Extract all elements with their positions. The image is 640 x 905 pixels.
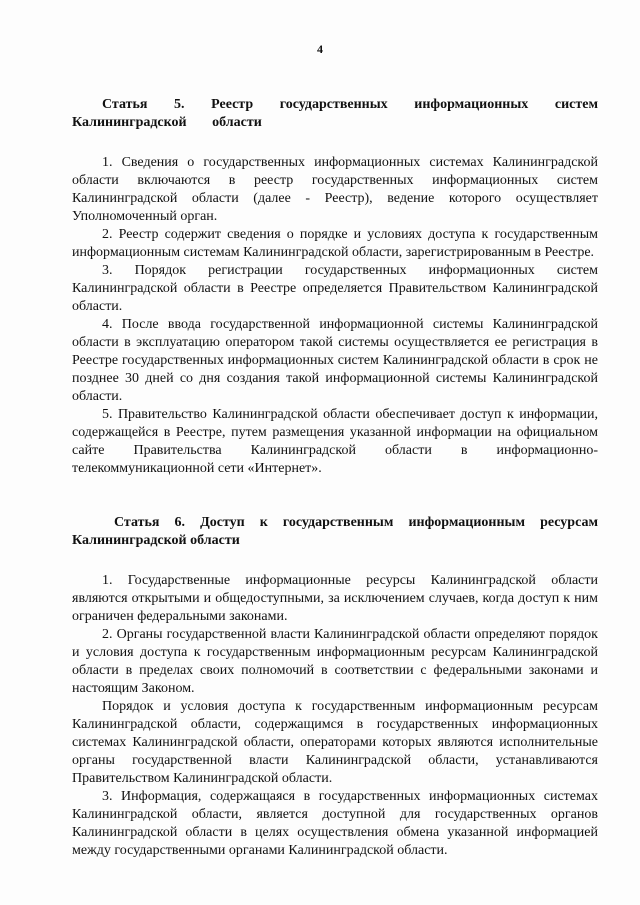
article-6-heading: Статья 6. Доступ к государственным информационным ресурсам Калининградской области bbox=[72, 515, 598, 548]
document-body bbox=[72, 96, 598, 860]
article-5-paragraph-2: 2. Реестр содержит сведения о порядке и условиях доступа к государственным информационным системам Калининградской области, зарегистрированным в Реестре. bbox=[72, 227, 598, 260]
article-5-paragraph-1: 1. Сведения о государственных информационных системах Калининградской области включаются в реестр государственных информационных систем Калининградской области (далее - Реестр), ведение которого осуществляет Уполномоченный орган. bbox=[72, 155, 598, 224]
article-5-paragraph-4: 4. После ввода государственной информационной системы Калининградской области в эксплуатацию оператором такой системы осуществляется ее регистрация в Реестре государственных информационных систем Калининградской области в срок не позднее 30 дней со дня создания такой информационной системы Калининградской области. bbox=[72, 317, 598, 404]
spacer bbox=[72, 132, 598, 154]
article-6-paragraph-1: 1. Государственные информационные ресурсы Калининградской области являются открытыми и общедоступными, за исключением случаев, когда доступ к ним ограничен федеральными законами. bbox=[72, 573, 598, 624]
article-6-paragraph-2: 2. Органы государственной власти Калининградской области определяют порядок и условия доступа к государственным информационным ресурсам Калининградской области в пределах своих полномочий в соответствии с федеральными законами и настоящим Законом. bbox=[72, 627, 598, 696]
article-5-paragraph-5: 5. Правительство Калининградской области обеспечивает доступ к информации, содержащейся в Реестре, путем размещения указанной информации на официальном сайте Правительства Калининградской области в информационно-телекоммуникационной сети «Интернет». bbox=[72, 407, 598, 476]
article-6-paragraph-2-continued: Порядок и условия доступа к государственным информационным ресурсам Калининградской области, содержащимся в государственных информационных системах Калининградской области, операторами которых являются исполнительные органы государственной власти Калининградской области, устанавливаются Правительством Калининградской области. bbox=[72, 699, 598, 786]
spacer bbox=[72, 478, 598, 514]
article-5-heading: Статья 5. Реестр государственных информационных систем Калининградской области bbox=[72, 97, 598, 130]
page-number: 4 bbox=[317, 42, 323, 56]
spacer bbox=[72, 550, 598, 572]
article-6-paragraph-3: 3. Информация, содержащаяся в государственных информационных системах Калининградской области, является доступной для государственных органов Калининградской области в целях осуществления обмена указанной информацией между государственными органами Калининградской области. bbox=[72, 789, 598, 858]
article-5-paragraph-3: 3. Порядок регистрации государственных информационных систем Калининградской области в Реестре определяется Правительством Калининградской области. bbox=[72, 263, 598, 314]
